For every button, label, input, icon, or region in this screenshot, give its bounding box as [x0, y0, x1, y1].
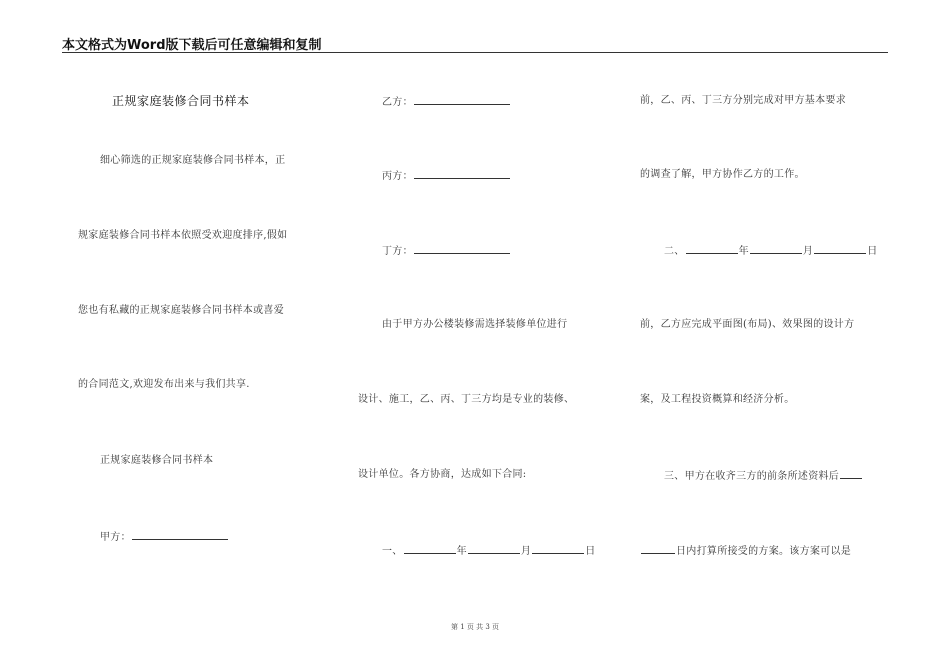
page-number: 第 1 页 共 3 页: [450, 623, 500, 631]
days-blank: [641, 543, 675, 554]
party-c-line: [382, 168, 511, 184]
month-label: 月: [802, 246, 814, 257]
date-line-1: [382, 543, 596, 559]
header-divider: [62, 52, 888, 53]
paragraph-line: 前，乙、丙、丁三方分别完成对甲方基本要求: [640, 95, 846, 106]
month-label: 月: [520, 546, 532, 557]
day-label: 日: [867, 246, 878, 257]
item-2-prefix: 二、: [664, 246, 685, 257]
paragraph-line: 您也有私藏的正规家庭装修合同书样本或喜爱: [78, 305, 284, 316]
section-subtitle: 正规家庭装修合同书样本: [100, 455, 214, 466]
year-label: 年: [738, 246, 749, 257]
paragraph-line: 的合同范文,欢迎发布出来与我们共享.: [78, 379, 250, 390]
year-label: 年: [456, 546, 467, 557]
party-c-label: 丙方：: [382, 171, 413, 182]
party-d-label: 丁方：: [382, 246, 413, 257]
party-b-blank: [414, 94, 510, 105]
header-title: 本文格式为Word版下载后可任意编辑和复制: [62, 38, 322, 53]
document-title: 正规家庭装修合同书样本: [112, 94, 250, 108]
clause-3-continued: [640, 543, 851, 559]
party-d-line: [382, 243, 511, 259]
paragraph-line: 由于甲方办公楼装修需选择装修单位进行: [382, 319, 568, 330]
paragraph-line: 设计单位。各方协商，达成如下合同:: [358, 469, 527, 480]
party-a-label: 甲方：: [100, 532, 131, 543]
year-blank: [686, 243, 738, 254]
day-blank: [532, 543, 584, 554]
day-label: 日: [585, 546, 596, 557]
party-a-line: [100, 529, 229, 545]
day-blank: [814, 243, 866, 254]
date-line-2: [664, 243, 878, 259]
party-b-label: 乙方：: [382, 97, 413, 108]
days-blank: [840, 468, 862, 479]
paragraph-line: 前，乙方应完成平面图(布局)、效果图的设计方: [640, 319, 855, 330]
party-d-blank: [414, 243, 510, 254]
paragraph-line: 的调查了解，甲方协作乙方的工作。: [640, 169, 805, 180]
clause-3-continued-text: 日内打算所接受的方案。该方案可以是: [676, 546, 852, 557]
item-1-prefix: 一、: [382, 546, 403, 557]
paragraph-line: 规家庭装修合同书样本依照受欢迎度排序,假如: [78, 230, 288, 241]
month-blank: [468, 543, 520, 554]
party-c-blank: [414, 168, 510, 179]
paragraph-line: 设计、施工，乙、丙、丁三方均是专业的装修、: [358, 394, 575, 405]
year-blank: [404, 543, 456, 554]
party-b-line: [382, 94, 511, 110]
clause-3-line: [664, 468, 863, 484]
party-a-blank: [132, 529, 228, 540]
month-blank: [750, 243, 802, 254]
clause-3-text: 三、甲方在收齐三方的前条所述资料后: [664, 471, 840, 482]
paragraph-line: 案，及工程投资概算和经济分析。: [640, 394, 795, 405]
paragraph-line: 细心筛选的正规家庭装修合同书样本，正: [100, 155, 286, 166]
